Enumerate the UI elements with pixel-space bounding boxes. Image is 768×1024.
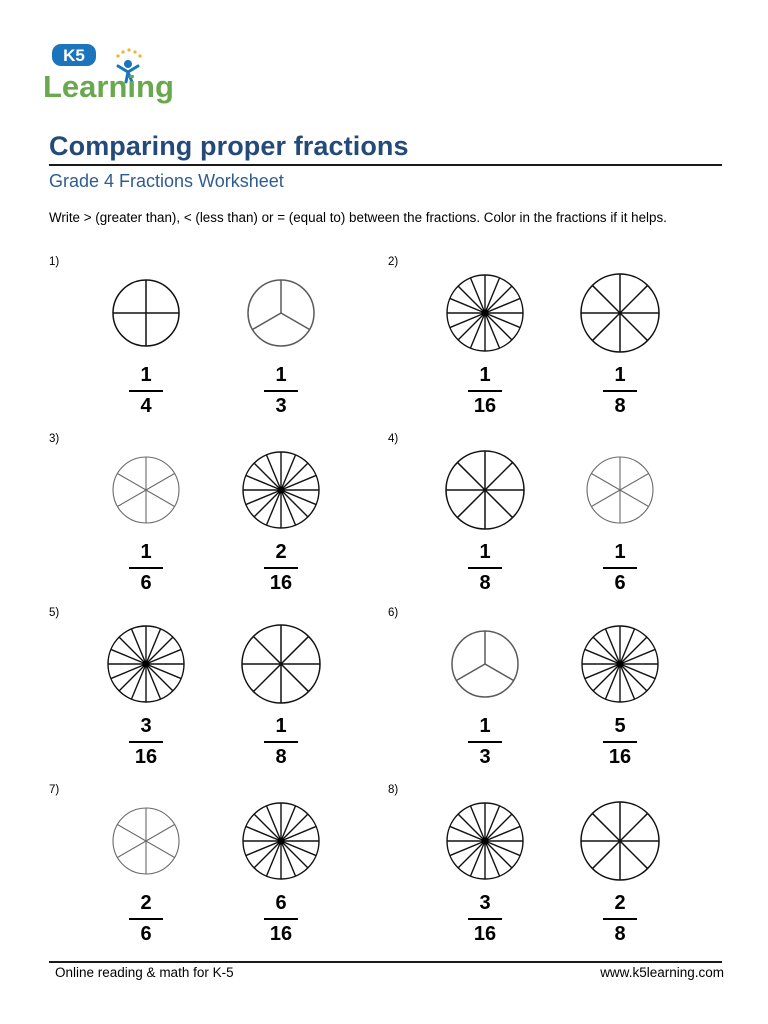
circle-divider-line: [146, 474, 175, 491]
circle-divider-line: [485, 814, 512, 841]
fraction-bar: [264, 741, 298, 743]
circle-divider-line: [591, 490, 620, 507]
problem-number: 4): [388, 433, 399, 445]
problem: [388, 256, 708, 426]
fraction-bar: [129, 741, 163, 743]
logo-sun-dot: [133, 50, 136, 53]
circle-divider-line: [253, 664, 281, 692]
fraction-numerator: 1: [479, 364, 491, 386]
circle-center-dot: [617, 661, 624, 668]
fraction: [251, 715, 311, 768]
circle-divider-line: [254, 463, 281, 490]
fraction-denominator: 16: [269, 923, 293, 945]
circle-divider-line: [457, 462, 485, 490]
fraction: [116, 715, 176, 768]
fraction-denominator: 8: [614, 923, 626, 945]
k5-learning-logo: [42, 42, 182, 108]
circle-divider-line: [281, 664, 309, 692]
fraction-circle[interactable]: [239, 448, 323, 532]
fraction: [455, 364, 515, 417]
problem-number: 5): [49, 607, 60, 619]
circle-divider-line: [620, 637, 647, 664]
fraction-circle[interactable]: [577, 798, 663, 884]
fraction-numerator: 3: [140, 715, 152, 737]
circle-divider-line: [620, 664, 647, 691]
fraction-numerator: 2: [140, 892, 152, 914]
circle-center-dot: [278, 487, 285, 494]
circle-divider-line: [146, 841, 175, 858]
fraction-numerator: 3: [479, 892, 491, 914]
problem: [49, 433, 369, 603]
fraction: [116, 541, 176, 594]
footer-divider: [49, 961, 722, 963]
logo-sun-dot: [127, 48, 130, 51]
fraction-circle[interactable]: [109, 453, 183, 527]
circle-divider-line: [254, 490, 281, 517]
circle-divider-line: [592, 841, 620, 869]
fraction-bar: [129, 918, 163, 920]
title-divider: [49, 164, 722, 166]
footer-tagline: Online reading & math for K-5: [55, 965, 234, 980]
fraction-bar: [468, 567, 502, 569]
problem-number: 1): [49, 256, 60, 268]
circle-divider-line: [592, 285, 620, 313]
circle-divider-line: [485, 841, 512, 868]
fraction-circle[interactable]: [244, 276, 318, 350]
circle-divider-line: [593, 637, 620, 664]
fraction-numerator: 1: [614, 541, 626, 563]
logo-k5-text: K5: [63, 46, 85, 65]
fraction-numerator: 1: [140, 364, 152, 386]
fraction-denominator: 3: [479, 746, 491, 768]
circle-divider-line: [119, 637, 146, 664]
fraction-bar: [264, 567, 298, 569]
circle-divider-line: [281, 490, 308, 517]
fraction-circle[interactable]: [104, 622, 188, 706]
circle-divider-line: [457, 490, 485, 518]
problem-number: 6): [388, 607, 399, 619]
fraction-denominator: 16: [473, 923, 497, 945]
fraction-circle[interactable]: [442, 447, 528, 533]
fraction-bar: [129, 567, 163, 569]
page-subtitle: Grade 4 Fractions Worksheet: [49, 171, 284, 191]
problem-number: 7): [49, 784, 60, 796]
circle-divider-line: [281, 841, 308, 868]
fraction-denominator: 8: [275, 746, 287, 768]
problem: [388, 784, 708, 954]
fraction-denominator: 8: [614, 395, 626, 417]
circle-divider-line: [458, 841, 485, 868]
fraction: [116, 364, 176, 417]
fraction-numerator: 2: [275, 541, 287, 563]
fraction-numerator: 2: [614, 892, 626, 914]
circle-divider-line: [591, 474, 620, 491]
fraction-denominator: 16: [134, 746, 158, 768]
fraction: [590, 541, 650, 594]
fraction-bar: [468, 741, 502, 743]
circle-divider-line: [485, 664, 514, 681]
logo-sun-dot: [138, 54, 141, 57]
logo-sun-dot: [121, 50, 124, 53]
circle-divider-line: [458, 286, 485, 313]
fraction-denominator: 16: [269, 572, 293, 594]
circle-divider-line: [485, 286, 512, 313]
fraction-numerator: 1: [275, 715, 287, 737]
problem-number: 8): [388, 784, 399, 796]
fraction: [455, 892, 515, 945]
fraction-numerator: 1: [614, 364, 626, 386]
circle-divider-line: [592, 813, 620, 841]
fraction-numerator: 1: [479, 715, 491, 737]
fraction-bar: [468, 918, 502, 920]
fraction-circle[interactable]: [239, 799, 323, 883]
fraction-bar: [264, 390, 298, 392]
problem: [49, 607, 369, 777]
logo-learning-text: Learning: [43, 69, 174, 104]
logo-graphic: [42, 42, 182, 108]
circle-divider-line: [117, 490, 146, 507]
fraction-numerator: 5: [614, 715, 626, 737]
fraction: [455, 715, 515, 768]
circle-divider-line: [593, 664, 620, 691]
fraction-denominator: 3: [275, 395, 287, 417]
circle-divider-line: [485, 462, 513, 490]
fraction-bar: [468, 390, 502, 392]
circle-divider-line: [253, 636, 281, 664]
fraction-bar: [603, 567, 637, 569]
fraction: [590, 364, 650, 417]
circle-divider-line: [592, 313, 620, 341]
circle-center-dot: [482, 838, 489, 845]
circle-divider-line: [281, 313, 310, 330]
page-title: Comparing proper fractions: [49, 131, 409, 161]
fraction-denominator: 4: [140, 395, 152, 417]
circle-center-dot: [482, 310, 489, 317]
logo-figure-head: [124, 60, 132, 68]
fraction-circle[interactable]: [448, 627, 522, 701]
fraction-circle[interactable]: [577, 270, 663, 356]
circle-divider-line: [254, 841, 281, 868]
circle-divider-line: [146, 490, 175, 507]
fraction-circle[interactable]: [578, 622, 662, 706]
fraction-denominator: 8: [479, 572, 491, 594]
problem-number: 3): [49, 433, 60, 445]
problem: [49, 784, 369, 954]
circle-divider-line: [281, 463, 308, 490]
circle-divider-line: [458, 313, 485, 340]
fraction-numerator: 6: [275, 892, 287, 914]
circle-divider-line: [281, 636, 309, 664]
circle-divider-line: [117, 841, 146, 858]
fraction-bar: [129, 390, 163, 392]
fraction: [116, 892, 176, 945]
circle-divider-line: [117, 474, 146, 491]
fraction-circle[interactable]: [443, 799, 527, 883]
fraction-bar: [603, 741, 637, 743]
problem: [49, 256, 369, 426]
fraction-bar: [603, 390, 637, 392]
fraction-denominator: 6: [140, 923, 152, 945]
fraction-bar: [264, 918, 298, 920]
circle-divider-line: [620, 285, 648, 313]
circle-divider-line: [119, 664, 146, 691]
circle-divider-line: [146, 637, 173, 664]
fraction: [251, 541, 311, 594]
circle-center-dot: [143, 661, 150, 668]
fraction: [590, 892, 650, 945]
fraction: [251, 364, 311, 417]
circle-divider-line: [620, 313, 648, 341]
fraction-denominator: 16: [473, 395, 497, 417]
fraction-circle[interactable]: [109, 276, 183, 350]
circle-divider-line: [620, 841, 648, 869]
fraction-numerator: 1: [479, 541, 491, 563]
circle-divider-line: [620, 813, 648, 841]
circle-divider-line: [146, 825, 175, 842]
circle-divider-line: [146, 664, 173, 691]
circle-divider-line: [456, 664, 485, 681]
fraction-numerator: 1: [140, 541, 152, 563]
problem: [388, 607, 708, 777]
circle-divider-line: [620, 490, 649, 507]
fraction: [455, 541, 515, 594]
instructions: Write > (greater than), < (less than) or = (equal to) between the fractions. Color in the fractions if it helps.: [49, 210, 667, 225]
footer-website: www.k5learning.com: [600, 965, 724, 980]
circle-divider-line: [117, 825, 146, 842]
fraction: [590, 715, 650, 768]
circle-center-dot: [278, 838, 285, 845]
fraction-denominator: 6: [614, 572, 626, 594]
circle-divider-line: [485, 490, 513, 518]
circle-divider-line: [252, 313, 281, 330]
circle-divider-line: [620, 474, 649, 491]
circle-divider-line: [458, 814, 485, 841]
fraction-circle[interactable]: [238, 621, 324, 707]
fraction-denominator: 6: [140, 572, 152, 594]
circle-divider-line: [281, 814, 308, 841]
fraction-numerator: 1: [275, 364, 287, 386]
fraction-circle[interactable]: [443, 271, 527, 355]
circle-divider-line: [254, 814, 281, 841]
problem-number: 2): [388, 256, 399, 268]
fraction: [251, 892, 311, 945]
circle-divider-line: [485, 313, 512, 340]
fraction-circle[interactable]: [583, 453, 657, 527]
problem: [388, 433, 708, 603]
fraction-circle[interactable]: [109, 804, 183, 878]
fraction-denominator: 16: [608, 746, 632, 768]
fraction-bar: [603, 918, 637, 920]
logo-sun-dot: [116, 54, 119, 57]
